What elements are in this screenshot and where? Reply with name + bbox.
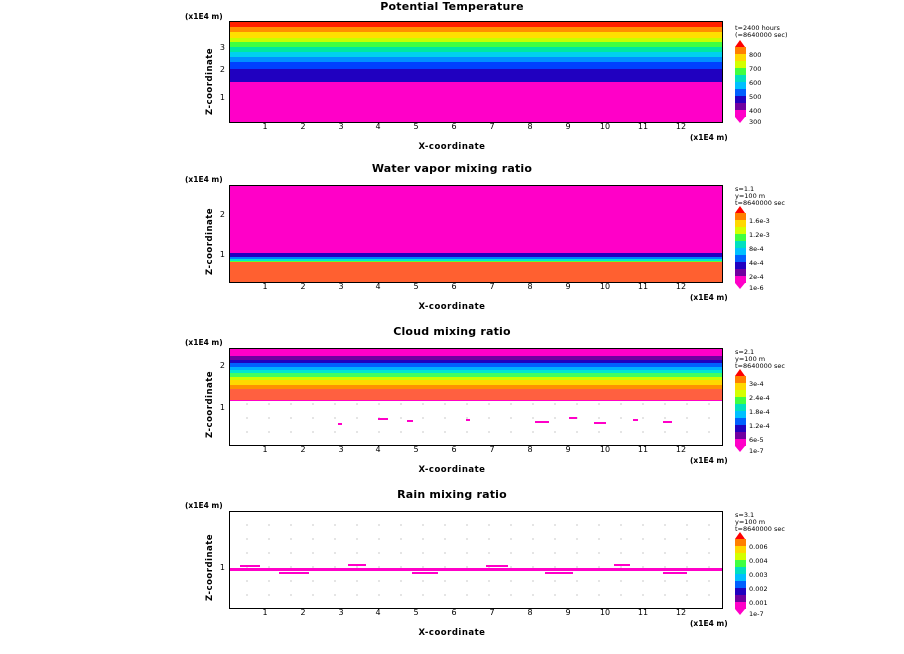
colorbar-segment xyxy=(735,82,746,89)
scatter-noise xyxy=(594,422,606,424)
plot-area xyxy=(229,21,723,123)
x-axis-unit: (x1E4 m) xyxy=(690,619,728,628)
y-axis-unit: (x1E4 m) xyxy=(185,12,223,21)
x-tick: 1 xyxy=(262,445,268,454)
annotation-time: t=2400 hours xyxy=(735,24,780,32)
annotation-seconds: (=8640000 sec) xyxy=(735,31,788,39)
colorbar-arrow-top xyxy=(735,40,745,47)
colorbar-label: 1.8e-4 xyxy=(749,408,770,416)
colorbar-arrow-top xyxy=(735,206,745,213)
colorbar-arrow-top xyxy=(735,369,745,376)
scatter-noise xyxy=(633,419,638,421)
colorbar-segment xyxy=(735,581,746,588)
colorbar-arrow-bottom xyxy=(735,446,745,452)
colorbar-segment xyxy=(735,269,746,276)
colorbar-label: 0.004 xyxy=(749,557,768,565)
layer-3e-4 xyxy=(230,349,722,356)
x-tick: 3 xyxy=(338,122,344,131)
x-tick: 5 xyxy=(413,445,419,454)
annotation-time: t=8640000 sec xyxy=(735,525,785,533)
x-tick: 8 xyxy=(527,445,533,454)
y-axis-label: Z-coordinate xyxy=(205,47,215,115)
layer-2e-5 xyxy=(230,389,722,400)
x-tick: 9 xyxy=(565,282,571,291)
y-tick: 1 xyxy=(219,563,225,572)
panel-rain-mixing-ratio xyxy=(0,488,904,654)
layer-650 xyxy=(230,38,722,43)
colorbar-segment xyxy=(735,411,746,418)
x-axis-label: X-coordinate xyxy=(418,465,486,475)
colorbar-segment xyxy=(735,61,746,68)
plot-area xyxy=(229,348,723,446)
layer-560 xyxy=(230,47,722,52)
scatter-noise xyxy=(614,564,630,566)
colorbar-label: 600 xyxy=(749,79,762,87)
x-tick: 2 xyxy=(300,282,306,291)
y-axis-label: Z-coordinate xyxy=(205,533,215,601)
colorbar-arrow-top xyxy=(735,532,745,539)
x-tick: 12 xyxy=(675,122,687,131)
x-tick: 4 xyxy=(375,445,381,454)
x-tick: 5 xyxy=(413,608,419,617)
scatter-noise xyxy=(663,421,672,423)
panel-potential-temperature xyxy=(0,0,904,160)
grid-dots xyxy=(230,512,722,608)
plot-area xyxy=(229,511,723,609)
colorbar-segment xyxy=(735,539,746,546)
panel-title: Cloud mixing ratio xyxy=(393,325,511,338)
x-tick: 4 xyxy=(375,282,381,291)
colorbar-label: 300 xyxy=(749,118,762,126)
y-axis-unit: (x1E4 m) xyxy=(185,338,223,347)
scatter-noise xyxy=(466,419,470,421)
layer-380 xyxy=(230,69,722,82)
colorbar-label: 2e-4 xyxy=(749,273,764,281)
colorbar-label: 1e-7 xyxy=(749,610,764,618)
colorbar-label: 1e-6 xyxy=(749,284,764,292)
scatter-noise xyxy=(535,421,549,423)
colorbar-segment xyxy=(735,439,746,446)
x-tick: 5 xyxy=(413,282,419,291)
colorbar-segment xyxy=(735,220,746,227)
x-axis-unit: (x1E4 m) xyxy=(690,456,728,465)
x-tick: 12 xyxy=(675,608,687,617)
x-tick: 4 xyxy=(375,608,381,617)
colorbar-label: 1e-7 xyxy=(749,447,764,455)
y-tick: 1 xyxy=(219,93,225,102)
x-tick: 1 xyxy=(262,282,268,291)
colorbar-arrow-bottom xyxy=(735,609,745,615)
x-tick: 10 xyxy=(599,282,611,291)
y-tick: 2 xyxy=(219,65,225,74)
x-tick: 11 xyxy=(637,282,649,291)
colorbar-segment xyxy=(735,425,746,432)
x-tick: 11 xyxy=(637,122,649,131)
layer-470 xyxy=(230,57,722,63)
annotation-y: y=100 m xyxy=(735,192,766,200)
x-tick: 4 xyxy=(375,122,381,131)
colorbar-segment xyxy=(735,75,746,82)
panel-title: Potential Temperature xyxy=(380,0,524,13)
colorbar xyxy=(735,369,795,455)
x-tick: 10 xyxy=(599,122,611,131)
x-tick: 2 xyxy=(300,445,306,454)
x-tick: 12 xyxy=(675,445,687,454)
colorbar-segment xyxy=(735,110,746,117)
colorbar-segment xyxy=(735,54,746,61)
x-tick: 8 xyxy=(527,282,533,291)
annotation-slice: s=1.1 xyxy=(735,185,755,193)
colorbar-label: 8e-4 xyxy=(749,245,764,253)
x-tick: 9 xyxy=(565,122,571,131)
colorbar-segment xyxy=(735,574,746,581)
colorbar-segment xyxy=(735,546,746,553)
x-tick: 1 xyxy=(262,608,268,617)
colorbar-label: 1.6e-3 xyxy=(749,217,770,225)
x-tick: 11 xyxy=(637,445,649,454)
colorbar-label: 1.2e-4 xyxy=(749,422,770,430)
x-axis-unit: (x1E4 m) xyxy=(690,133,728,142)
layer-600 xyxy=(230,42,722,47)
colorbar xyxy=(735,532,795,618)
x-tick: 3 xyxy=(338,608,344,617)
rain-layer-line xyxy=(230,568,722,571)
panel-title: Rain mixing ratio xyxy=(397,488,507,501)
colorbar-arrow-bottom xyxy=(735,117,745,123)
colorbar xyxy=(735,206,795,292)
colorbar-segment xyxy=(735,383,746,390)
x-tick: 8 xyxy=(527,122,533,131)
colorbar-segment xyxy=(735,397,746,404)
colorbar-segment xyxy=(735,560,746,567)
y-axis-unit: (x1E4 m) xyxy=(185,175,223,184)
annotation-y: y=100 m xyxy=(735,518,766,526)
y-tick: 3 xyxy=(219,43,225,52)
x-tick: 2 xyxy=(300,122,306,131)
layer-1_6e-3 xyxy=(230,262,722,282)
colorbar-segment xyxy=(735,262,746,269)
colorbar xyxy=(735,40,795,126)
x-tick: 11 xyxy=(637,608,649,617)
x-tick: 7 xyxy=(489,282,495,291)
y-tick: 2 xyxy=(219,361,225,370)
layer-520 xyxy=(230,52,722,57)
scatter-noise xyxy=(486,565,508,567)
scatter-noise xyxy=(569,417,577,419)
colorbar-label: 0.002 xyxy=(749,585,768,593)
scatter-noise xyxy=(407,420,413,422)
colorbar-segment xyxy=(735,89,746,96)
colorbar-label: 800 xyxy=(749,51,762,59)
x-axis-label: X-coordinate xyxy=(418,142,486,152)
layer-vapor-low xyxy=(230,186,722,253)
x-tick: 7 xyxy=(489,608,495,617)
colorbar-segment xyxy=(735,595,746,602)
x-axis-label: X-coordinate xyxy=(418,302,486,312)
x-tick: 6 xyxy=(451,122,457,131)
colorbar-segment xyxy=(735,47,746,54)
colorbar-label: 400 xyxy=(749,107,762,115)
colorbar-segment xyxy=(735,227,746,234)
scatter-noise xyxy=(378,418,388,420)
colorbar-segment xyxy=(735,404,746,411)
colorbar-label: 0.001 xyxy=(749,599,768,607)
annotation-time: t=8640000 sec xyxy=(735,199,785,207)
x-tick: 7 xyxy=(489,122,495,131)
x-tick: 6 xyxy=(451,282,457,291)
colorbar-segment xyxy=(735,213,746,220)
colorbar-label: 0.003 xyxy=(749,571,768,579)
colorbar-segment xyxy=(735,248,746,255)
colorbar-segment xyxy=(735,376,746,383)
cloud-base-line xyxy=(230,400,722,401)
colorbar-segment xyxy=(735,567,746,574)
scatter-noise xyxy=(240,565,260,567)
annotation-time: t=8640000 sec xyxy=(735,362,785,370)
y-tick: 2 xyxy=(219,210,225,219)
panel-title: Water vapor mixing ratio xyxy=(371,162,533,175)
layer-760 xyxy=(230,27,722,32)
colorbar-segment xyxy=(735,602,746,609)
layer-800 xyxy=(230,22,722,27)
y-axis-label: Z-coordinate xyxy=(205,207,215,275)
colorbar-label: 700 xyxy=(749,65,762,73)
y-axis-label: Z-coordinate xyxy=(205,370,215,438)
colorbar-segment xyxy=(735,276,746,283)
x-tick: 3 xyxy=(338,282,344,291)
annotation-slice: s=2.1 xyxy=(735,348,755,356)
y-axis-unit: (x1E4 m) xyxy=(185,501,223,510)
layer-430 xyxy=(230,62,722,69)
y-tick: 1 xyxy=(219,250,225,259)
scatter-noise xyxy=(279,572,309,574)
colorbar-segment xyxy=(735,390,746,397)
x-tick: 9 xyxy=(565,445,571,454)
y-tick: 1 xyxy=(219,403,225,412)
colorbar-label: 4e-4 xyxy=(749,259,764,267)
scatter-noise xyxy=(412,572,438,574)
x-tick: 2 xyxy=(300,608,306,617)
colorbar-segment xyxy=(735,103,746,110)
x-tick: 12 xyxy=(675,282,687,291)
colorbar-segment xyxy=(735,96,746,103)
panel-water-vapor-mixing-ratio xyxy=(0,162,904,324)
scatter-noise xyxy=(338,423,342,425)
x-tick: 7 xyxy=(489,445,495,454)
colorbar-segment xyxy=(735,418,746,425)
layer-300 xyxy=(230,82,722,123)
annotation-slice: s=3.1 xyxy=(735,511,755,519)
x-tick: 6 xyxy=(451,445,457,454)
x-tick: 3 xyxy=(338,445,344,454)
colorbar-segment xyxy=(735,241,746,248)
panel-cloud-mixing-ratio xyxy=(0,325,904,487)
x-tick: 1 xyxy=(262,122,268,131)
colorbar-label: 0.006 xyxy=(749,543,768,551)
scatter-noise xyxy=(663,572,687,574)
colorbar-label: 2.4e-4 xyxy=(749,394,770,402)
annotation-y: y=100 m xyxy=(735,355,766,363)
x-tick: 6 xyxy=(451,608,457,617)
colorbar-arrow-bottom xyxy=(735,283,745,289)
colorbar-segment xyxy=(735,432,746,439)
colorbar-segment xyxy=(735,255,746,262)
x-tick: 9 xyxy=(565,608,571,617)
layer-700 xyxy=(230,32,722,38)
x-tick: 8 xyxy=(527,608,533,617)
colorbar-segment xyxy=(735,553,746,560)
colorbar-segment xyxy=(735,588,746,595)
colorbar-label: 500 xyxy=(749,93,762,101)
scatter-noise xyxy=(545,572,573,574)
scatter-noise xyxy=(348,564,366,566)
x-tick: 10 xyxy=(599,445,611,454)
colorbar-segment xyxy=(735,234,746,241)
x-axis-label: X-coordinate xyxy=(418,628,486,638)
x-axis-unit: (x1E4 m) xyxy=(690,293,728,302)
colorbar-label: 1.2e-3 xyxy=(749,231,770,239)
colorbar-segment xyxy=(735,68,746,75)
colorbar-label: 3e-4 xyxy=(749,380,764,388)
colorbar-label: 6e-5 xyxy=(749,436,764,444)
x-tick: 5 xyxy=(413,122,419,131)
x-tick: 10 xyxy=(599,608,611,617)
plot-area xyxy=(229,185,723,283)
